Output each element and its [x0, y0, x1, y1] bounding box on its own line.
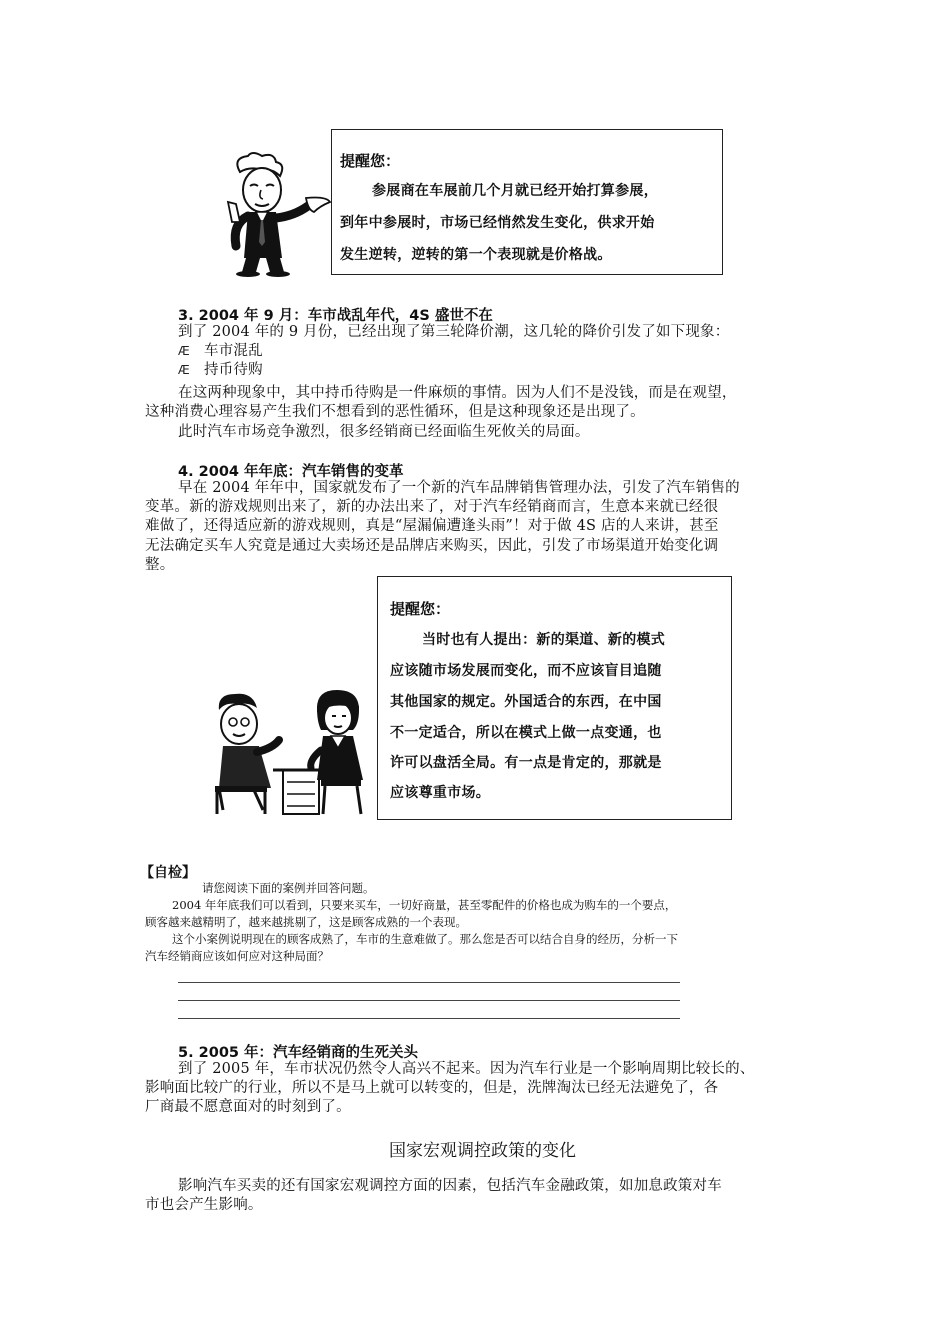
answer-line[interactable]: [178, 1000, 680, 1001]
paragraph-line: 变革。新的游戏规则出来了，新的办法出来了，对于汽车经销商而言，生意本来就已经很: [145, 499, 719, 515]
paragraph-line: 影响汽车买卖的还有国家宏观调控方面的因素，包括汽车金融政策，如加息政策对车: [178, 1178, 722, 1194]
paragraph-line: 无法确定买车人究竟是通过大卖场还是品牌店来购买，因此，引发了市场渠道开始变化调: [145, 538, 719, 554]
reminder-box-1: [331, 129, 723, 275]
section-title-policy: 国家宏观调控政策的变化: [389, 1141, 576, 1161]
selfcheck-title: 【自检】: [140, 865, 196, 881]
selfcheck-line: 2004 年年底我们可以看到，只要来买车，一切好商量，甚至零配件的价格也成为购车的一个要点，: [172, 898, 677, 912]
bullet-item: [178, 342, 263, 361]
bullet-icon: Æ: [178, 363, 190, 377]
reminder-text-line: 当时也有人提出：新的渠道、新的模式: [422, 632, 666, 648]
paragraph-line: 厂商最不愿意面对的时刻到了。: [145, 1099, 351, 1115]
selfcheck-line: 请您阅读下面的案例并回答问题。: [202, 881, 375, 895]
reminder-text-line: 应该随市场发展而变化，而不应该盲目追随: [390, 663, 662, 679]
selfcheck-line: 汽车经销商应该如何应对这种局面？: [145, 949, 329, 963]
bullet-label: 车市混乱: [204, 343, 263, 359]
bullet-icon: Æ: [178, 344, 190, 358]
reminder-text-line: 应该尊重市场。: [390, 785, 491, 801]
cartoon-couple-illustration: [213, 690, 373, 820]
section-heading-4: 4. 2004 年年底：汽车销售的变革: [178, 464, 404, 480]
answer-line[interactable]: [178, 982, 680, 983]
reminder-heading: 提醒您：: [340, 152, 401, 170]
paragraph-line: 这种消费心理容易产生我们不想看到的恶性循环，但是这种现象还是出现了。: [145, 404, 645, 420]
answer-line[interactable]: [178, 1018, 680, 1019]
reminder-text-line: 不一定适合，所以在模式上做一点变通，也: [390, 725, 662, 741]
paragraph-line: 在这两种现象中，其中持币待购是一件麻烦的事情。因为人们不是没钱，而是在观望，: [178, 385, 737, 401]
section-heading-5: 5. 2005 年：汽车经销商的生死关头: [178, 1045, 419, 1061]
reminder-text-line: 其他国家的规定。外国适合的东西，在中国: [390, 694, 662, 710]
reminder-heading: 提醒您：: [390, 600, 451, 618]
paragraph-line: 整。: [145, 557, 175, 573]
paragraph-line: 难做了，还得适应新的游戏规则，真是“屋漏偏遭逢头雨”！对于做 4S 店的人来讲，甚至: [145, 518, 719, 534]
reminder-text-line: 发生逆转，逆转的第一个表现就是价格战。: [340, 247, 612, 263]
section-heading-3: 3. 2004 年 9 月：车市战乱年代，4S 盛世不在: [178, 308, 493, 324]
paragraph-line: 早在 2004 年年中，国家就发布了一个新的汽车品牌销售管理办法，引发了汽车销售的: [178, 480, 740, 496]
reminder-text-line: 许可以盘活全局。有一点是肯定的，那就是: [390, 755, 662, 771]
cartoon-man-illustration: [222, 150, 334, 278]
paragraph-line: 到了 2005 年，车市状况仍然令人高兴不起来。因为汽车行业是一个影响周期比较长的、: [178, 1061, 755, 1077]
paragraph-line: 影响面比较广的行业，所以不是马上就可以转变的，但是，洗牌淘汰已经无法避免了，各: [145, 1080, 719, 1096]
bullet-item: [178, 361, 263, 380]
paragraph-line: 市也会产生影响。: [145, 1197, 263, 1213]
reminder-box-2: [377, 576, 732, 820]
paragraph-line: 到了 2004 年的 9 月份，已经出现了第三轮降价潮，这几轮的降价引发了如下现象：: [178, 324, 730, 340]
reminder-text-line: 参展商在车展前几个月就已经开始打算参展，: [372, 183, 658, 199]
selfcheck-line: 这个小案例说明现在的顾客成熟了，车市的生意难做了。那么您是否可以结合自身的经历，分析一下: [172, 932, 678, 946]
bullet-label: 持币待购: [204, 362, 263, 378]
paragraph-line: 此时汽车市场竞争激烈，很多经销商已经面临生死攸关的局面。: [178, 424, 590, 440]
reminder-text-line: 到年中参展时，市场已经悄然发生变化，供求开始: [340, 215, 655, 231]
selfcheck-line: 顾客越来越精明了，越来越挑剔了，这是顾客成熟的一个表现。: [145, 915, 467, 929]
